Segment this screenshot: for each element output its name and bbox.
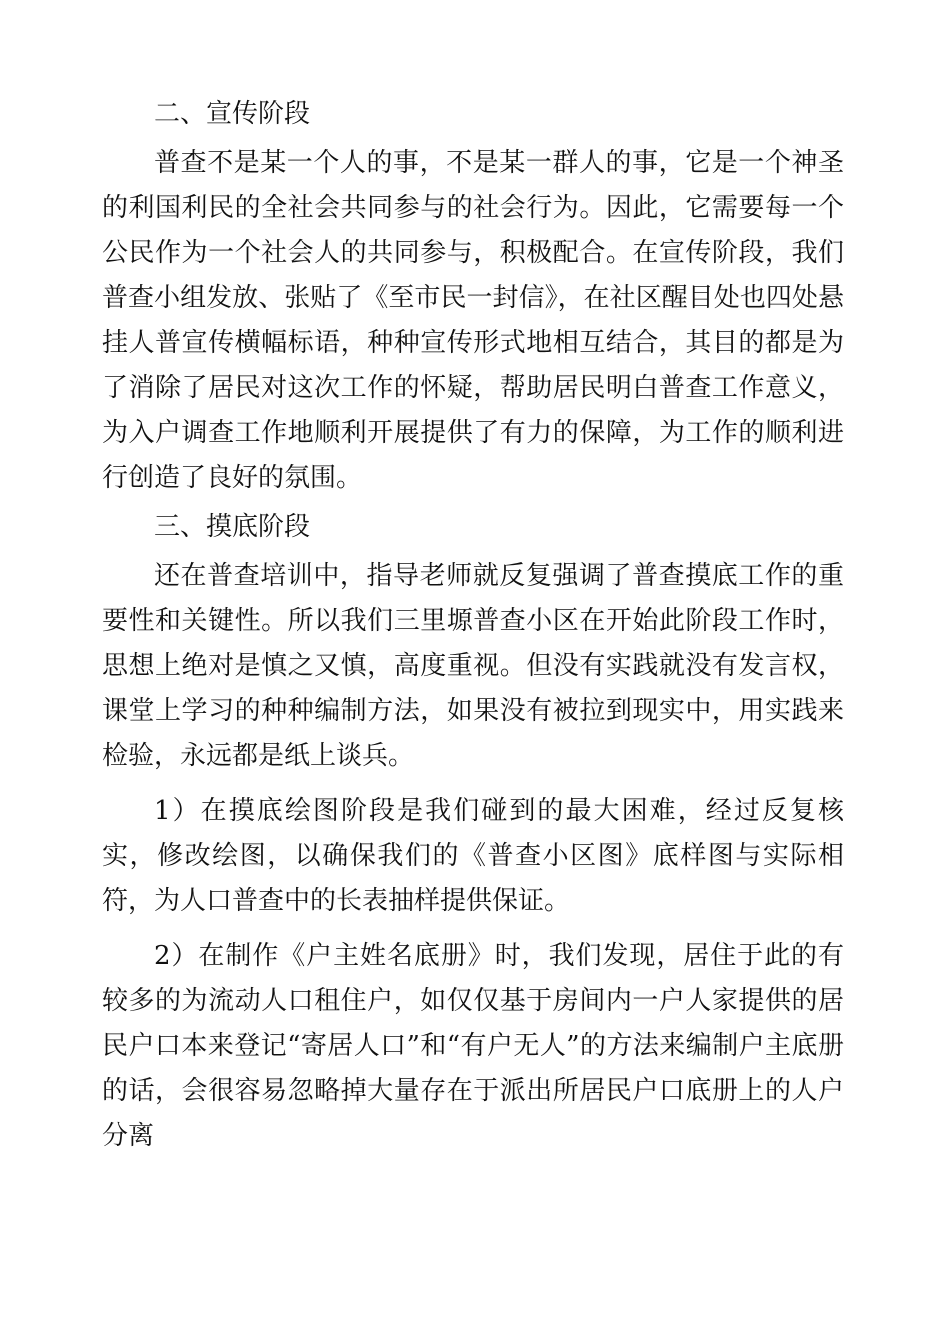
paragraph-survey-item-1: 1）在摸底绘图阶段是我们碰到的最大困难，经过反复核实，修改绘图，以确保我们的《普查小区图》底样图与实际相符，为人口普查中的长表抽样提供保证。 [102, 796, 844, 916]
document-body [102, 92, 844, 1163]
paragraph-survey-intro: 还在普查培训中，指导老师就反复强调了普查摸底工作的重要性和关键性。所以我们三里塬普查小区在开始此阶段工作时，思想上绝对是慎之又慎，高度重视。但没有实践就没有发言权，课堂上学习的种种编制方法，如果没有被拉到现实中，用实践来检验，永远都是纸上谈兵。 [102, 561, 844, 771]
section-heading-survey: 三、摸底阶段 [154, 512, 311, 542]
paragraph-publicity: 普查不是某一个人的事，不是某一群人的事，它是一个神圣的利国利民的全社会共同参与的社会行为。因此，它需要每一个公民作为一个社会人的共同参与，积极配合。在宣传阶段，我们普查小组发放、张贴了《至市民一封信》，在社区醒目处也四处悬挂人普宣传横幅标语，种种宣传形式地相互结合，其目的都是为了消除了居民对这次工作的怀疑，帮助居民明白普查工作意义，为入户调查工作地顺利开展提供了有力的保障，为工作的顺利进行创造了良好的氛围。 [102, 148, 844, 493]
paragraph-survey-item-2: 2）在制作《户主姓名底册》时，我们发现，居住于此的有较多的为流动人口租住户，如仅仅基于房间内一户人家提供的居民户口本来登记“寄居人口”和“有户无人”的方法来编制户主底册的话，会很容易忽略掉大量存在于派出所居民户口底册上的人户分离 [102, 941, 844, 1151]
section-heading-publicity: 二、宣传阶段 [154, 99, 311, 129]
